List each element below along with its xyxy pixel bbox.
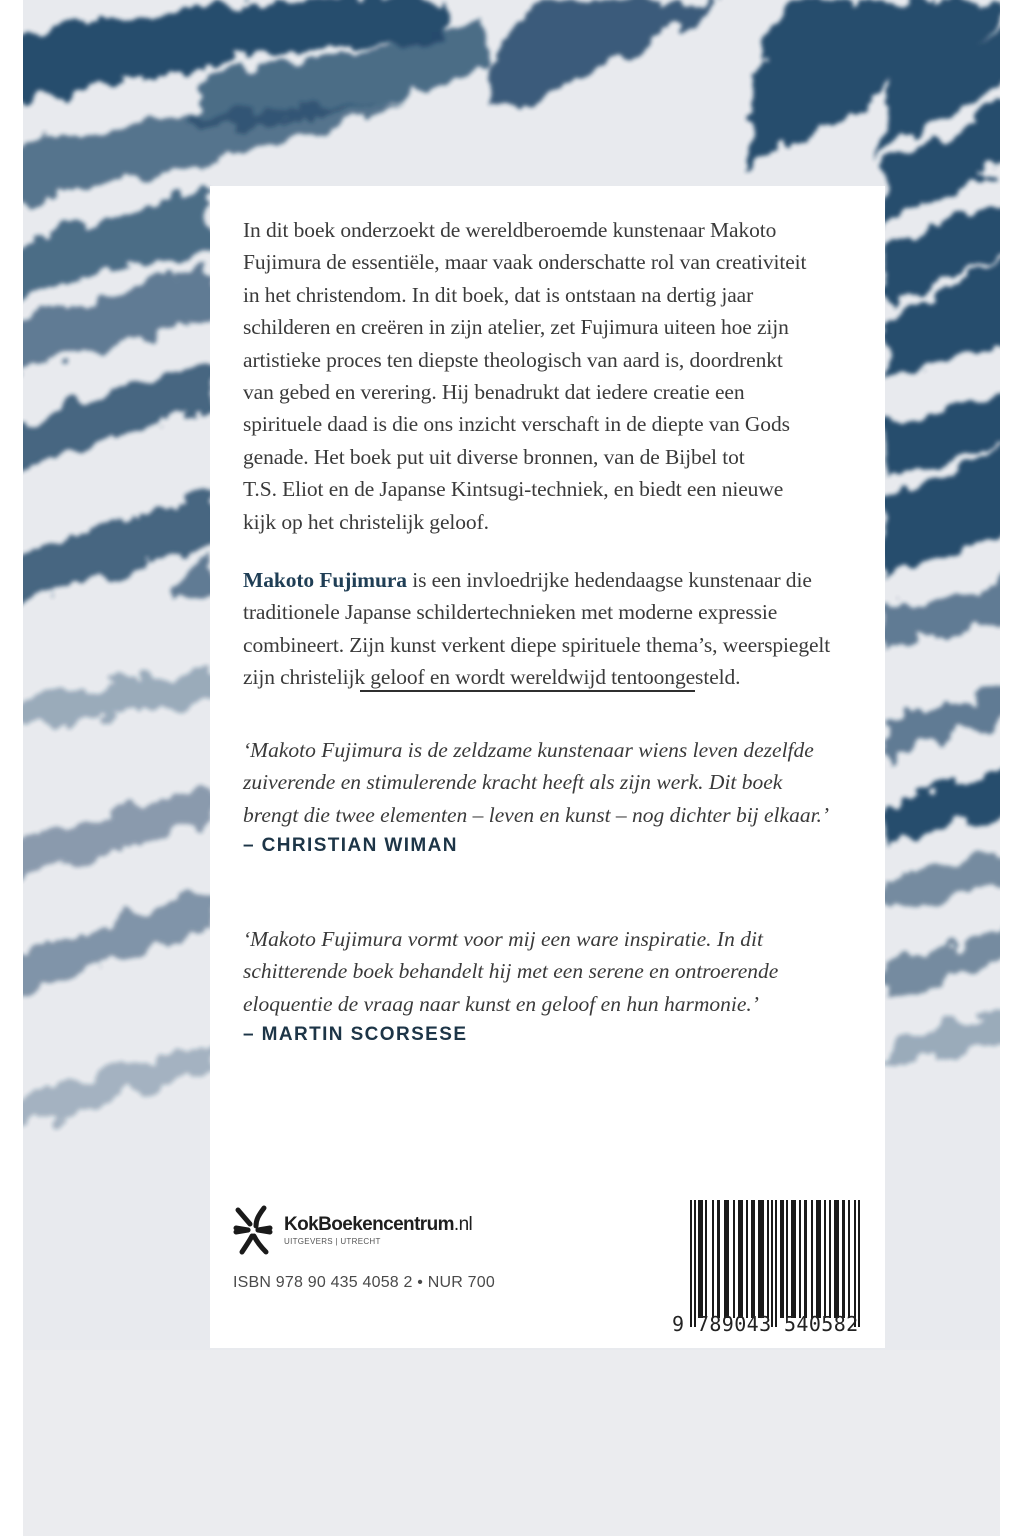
blurb-line: Fujimura de essentiële, maar vaak onderschatte rol van creativiteit xyxy=(243,250,807,275)
bio-text: is een invloedrijke hedendaagse kunstenaar die xyxy=(406,568,812,593)
isbn-barcode xyxy=(672,1200,866,1346)
publisher-text xyxy=(284,1214,472,1247)
blurb-line: T.S. Eliot en de Japanse Kintsugi-techniek, en biedt een nieuwe xyxy=(243,477,784,502)
quote-line: eloquentie de vraag naar kunst en geloof en hun harmonie.’ xyxy=(243,991,759,1016)
section-divider xyxy=(360,690,695,692)
quote-line: schitterende boek behandelt hij met een serene en ontroerende xyxy=(243,959,779,984)
blurb-line: kijk op het christelijk geloof. xyxy=(243,509,489,534)
author-name: Makoto Fujimura xyxy=(243,568,407,593)
book-back-cover xyxy=(23,0,1000,1536)
quote-line: ‘Makoto Fujimura is de zeldzame kunstenaar wiens leven dezelfde xyxy=(243,738,814,762)
quote-line: brengt die twee elementen – leven en kunst – nog dichter bij elkaar.’ xyxy=(243,802,830,827)
blurb-line: spirituele daad is die ons inzicht verschaft in de diepte van Gods xyxy=(243,412,790,437)
quote-attribution: – MARTIN SCORSESE xyxy=(243,1024,468,1046)
paragraph-gap xyxy=(243,538,863,564)
text-panel xyxy=(210,186,885,1348)
endorsement-quote xyxy=(243,734,863,861)
quote-line: ‘Makoto Fujimura vormt voor mij een ware inspiratie. In dit xyxy=(243,927,763,951)
blurb-line: in het christendom. In dit boek, dat is ontstaan na dertig jaar xyxy=(243,282,754,307)
blurb-line: van gebed en verering. Hij benadrukt dat iedere creatie een xyxy=(243,380,745,405)
publisher-subtitle: UITGEVERS | UTRECHT xyxy=(284,1236,381,1246)
publisher-tld: .nl xyxy=(453,1213,473,1235)
author-bio-first-line xyxy=(243,564,863,596)
publisher-name-text: KokBoekencentrum xyxy=(284,1213,454,1235)
blurb-line: In dit boek onderzoekt de wereldberoemde kunstenaar Makoto xyxy=(243,218,777,242)
publisher-name xyxy=(284,1214,472,1236)
bio-line: traditionele Japanse schildertechnieken met moderne expressie xyxy=(243,600,778,625)
quote-attribution: – CHRISTIAN WIMAN xyxy=(243,835,458,857)
barcode-digits: 9 789043 540582 xyxy=(672,1312,859,1336)
bio-line: zijn christelijk geloof en wordt wereldwijd tentoongesteld. xyxy=(243,665,741,690)
isbn-nur-line: ISBN 978 90 435 4058 2 • NUR 700 xyxy=(233,1274,495,1291)
kokboekencentrum-logo-icon xyxy=(230,1202,276,1258)
quote-line: zuiverende en stimulerende kracht heeft als zijn werk. Dit boek xyxy=(243,770,783,795)
publisher-block xyxy=(230,1198,590,1262)
blurb-section xyxy=(243,214,863,694)
bio-line: combineert. Zijn kunst verkent diepe spirituele thema’s, weerspiegelt xyxy=(243,632,831,657)
blurb-line: schilderen en creëren in zijn atelier, zet Fujimura uiteen hoe zijn xyxy=(243,315,789,340)
blurb-line: artistieke proces ten diepste theologisch van aard is, doordrenkt xyxy=(243,347,783,372)
barcode-bars xyxy=(690,1200,862,1327)
blurb-line: genade. Het boek put uit diverse bronnen, van de Bijbel tot xyxy=(243,444,745,469)
endorsement-quote xyxy=(243,923,863,1050)
